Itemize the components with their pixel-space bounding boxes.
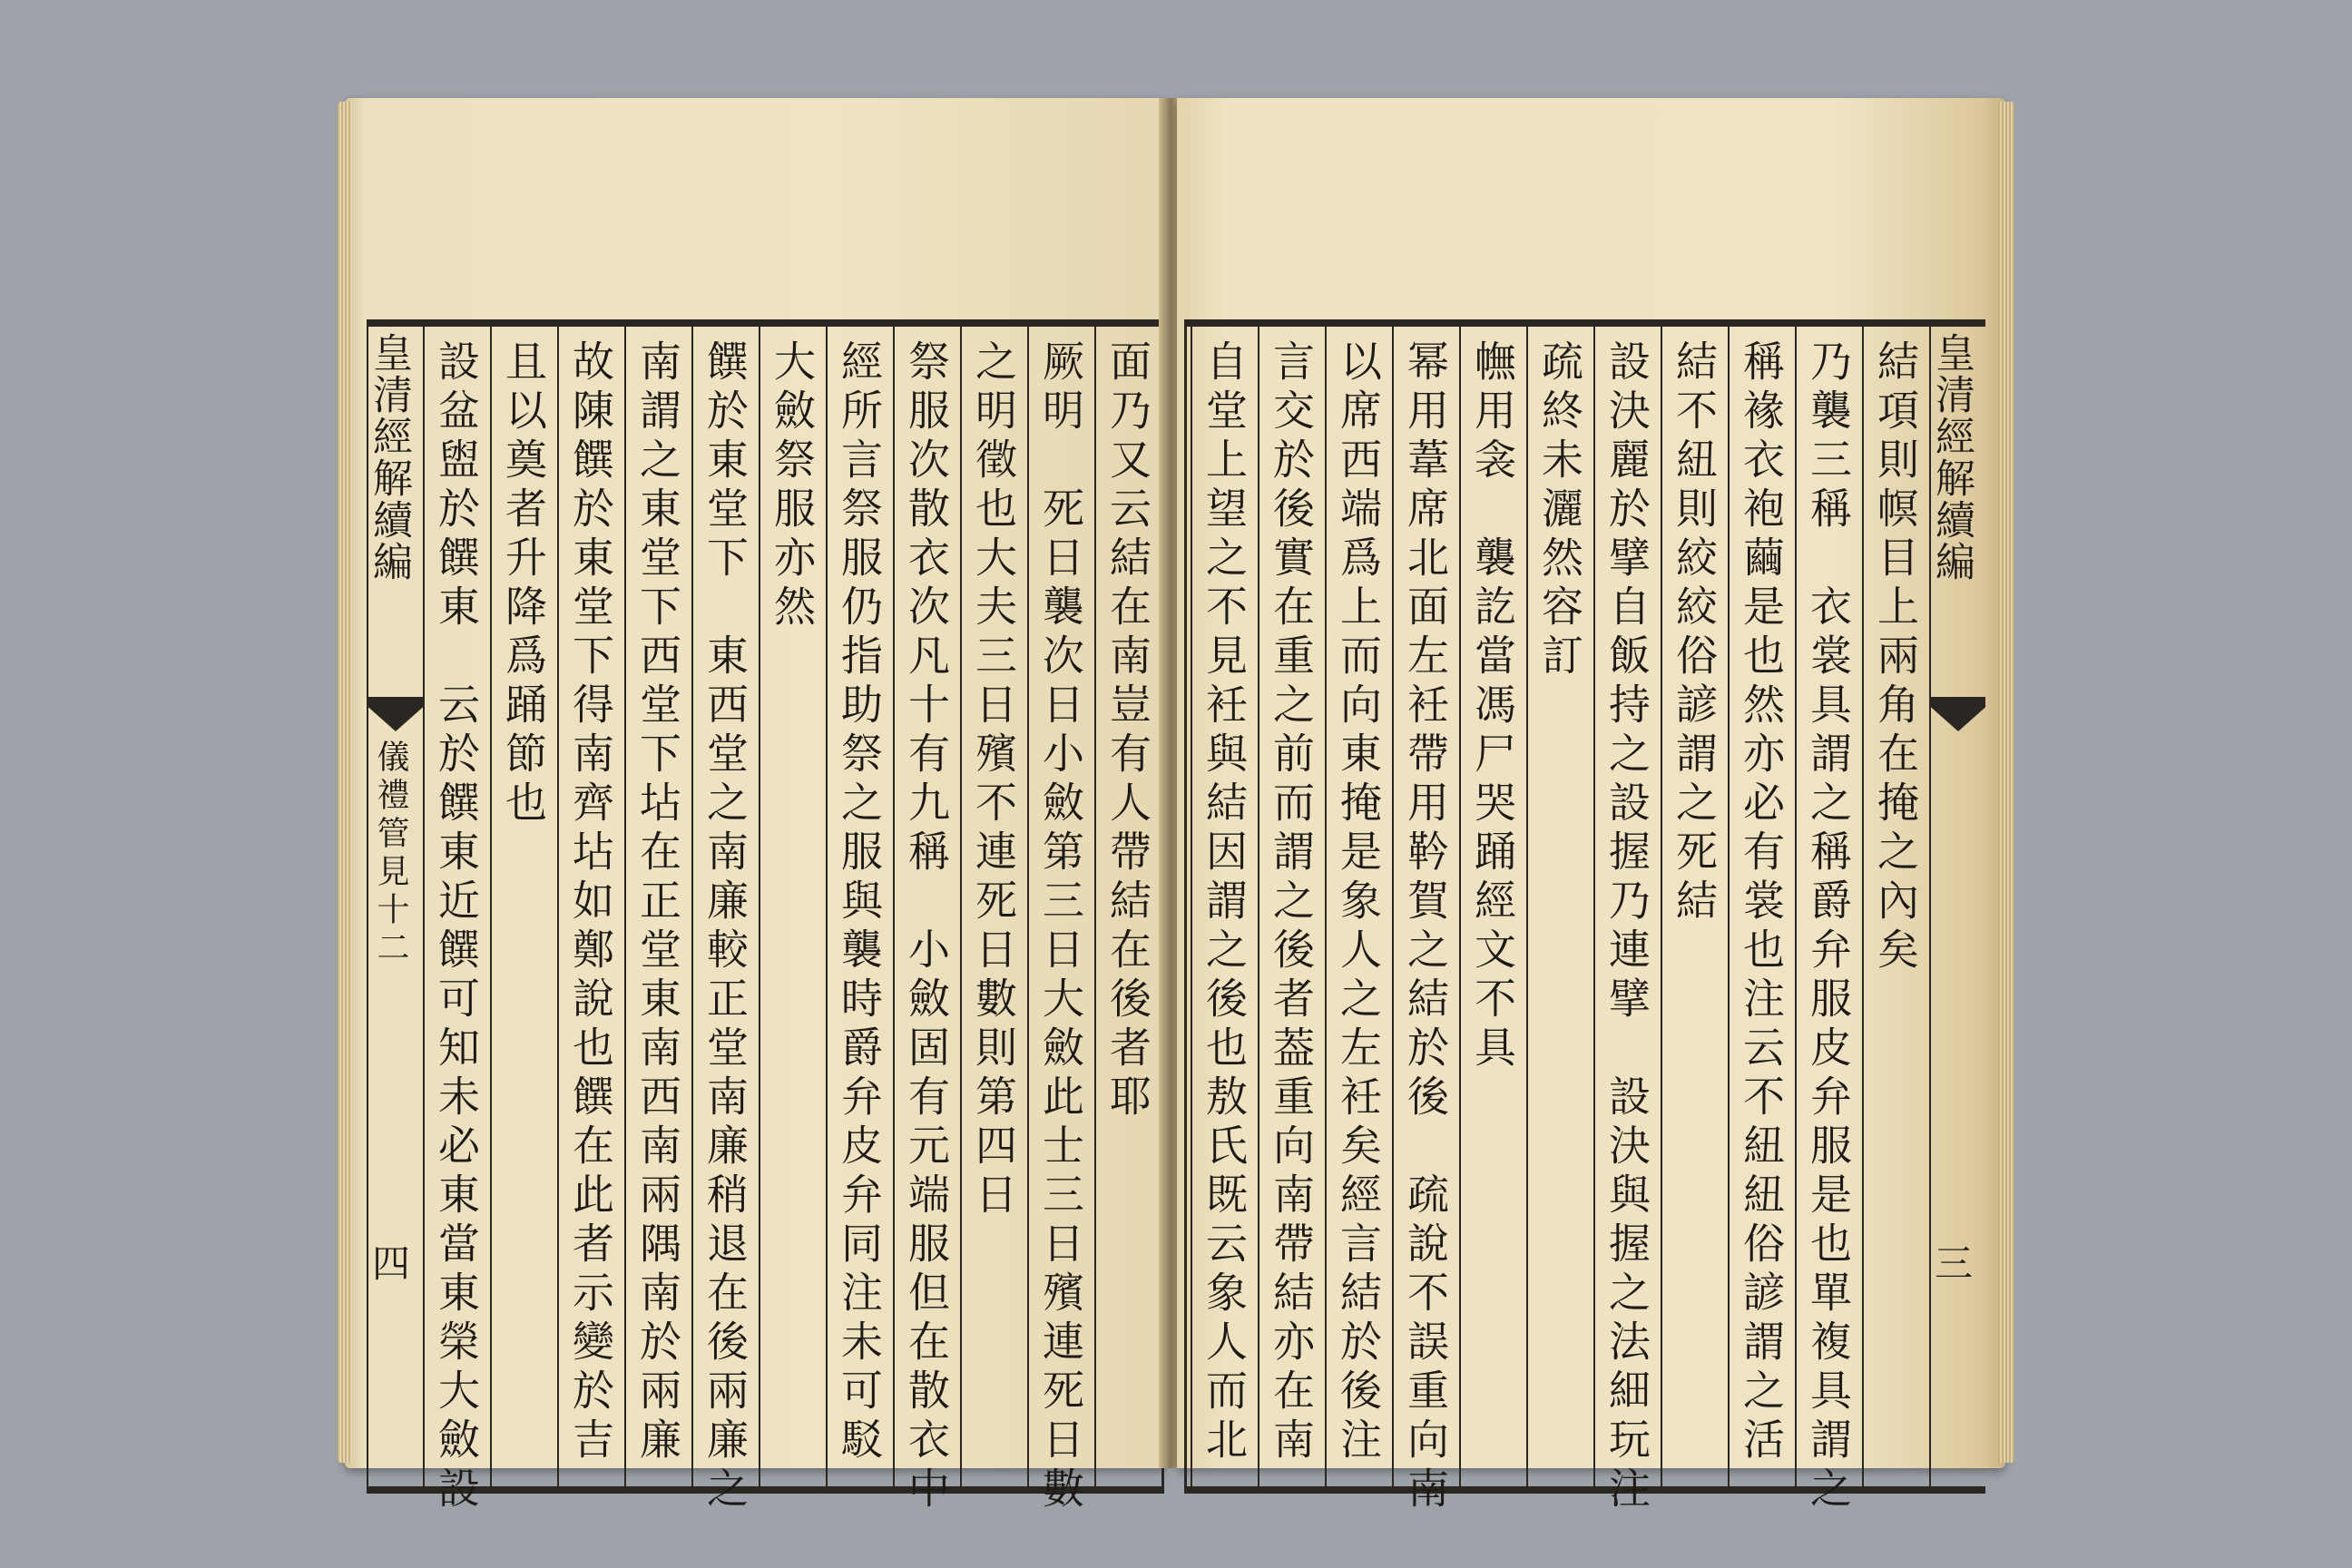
text-column: 結項則幎目上兩角在掩之內矣	[1871, 339, 1920, 976]
column-rule	[1593, 327, 1595, 1486]
text-column: 大斂祭服亦然	[768, 339, 817, 633]
text-column: 設決麗於擘自飯持之設握乃連擘 設決與握之法細玩注	[1602, 339, 1651, 1515]
column-rule	[759, 327, 760, 1486]
fishtail-mark	[1931, 697, 1985, 731]
column-rule	[1661, 327, 1662, 1486]
open-book	[345, 98, 2005, 1515]
column-rule	[1325, 327, 1327, 1486]
left-page	[345, 98, 1166, 1515]
fishtail-mark	[368, 697, 423, 731]
left-banxin-title: 皇清經解續編	[366, 332, 412, 583]
text-column: 稱褖衣袍繭是也然亦必有裳也注云不紐紐俗諺謂之活	[1737, 339, 1786, 1466]
text-column: 經所言祭服仍指助祭之服與襲時爵弁皮弁同注未可駁	[835, 339, 884, 1466]
column-rule	[1191, 327, 1192, 1486]
right-fore-edge	[1998, 102, 2014, 1463]
text-column: 設盆盥於饌東 云於饌東近饌可知未必東當東榮大斂設	[432, 339, 481, 1515]
left-banxin	[367, 327, 423, 1486]
text-column: 之明徵也大夫三日殯不連死日數則第四日	[969, 339, 1018, 1221]
column-rule	[1094, 327, 1096, 1486]
text-column: 幠用衾 襲訖當馮尸哭踊經文不具	[1468, 339, 1517, 1074]
column-rule	[1027, 327, 1029, 1486]
right-page-number: 三	[1929, 1243, 1974, 1281]
text-column: 饌於東堂下 東西堂之南廉較正堂南廉稍退在後兩廉之	[701, 339, 750, 1515]
column-rule	[893, 327, 895, 1486]
left-page-number: 四	[367, 1243, 411, 1281]
text-column: 言交於後實在重之前而謂之後者葢重向南帶結亦在南	[1267, 339, 1316, 1466]
column-rule	[1728, 327, 1730, 1486]
text-column: 以席西端爲上而向東掩是象人之左衽矣經言結於後注	[1334, 339, 1383, 1466]
text-column: 南謂之東堂下西堂下坫在正堂東南西南兩隅南於兩廉	[633, 339, 682, 1466]
column-rule	[1459, 327, 1461, 1486]
column-rule	[423, 327, 425, 1486]
column-rule	[960, 327, 962, 1486]
column-rule	[826, 327, 828, 1486]
right-banxin-title: 皇清經解續編	[1928, 332, 1975, 583]
left-fore-edge	[338, 102, 352, 1463]
left-banxin-subtitle: 儀禮管見十二	[372, 740, 409, 968]
column-rule	[557, 327, 559, 1486]
text-column: 自堂上望之不見衽與結因謂之後也敖氏既云象人而北	[1200, 339, 1249, 1466]
column-rule	[1795, 327, 1797, 1486]
right-print-frame	[1184, 319, 1985, 1515]
column-rule	[691, 327, 693, 1486]
text-column: 幂用葦席北面左衽帶用靲賀之結於後 疏說不誤重向南	[1401, 339, 1450, 1515]
text-column: 乃襲三稱 衣裳具謂之稱爵弁服皮弁服是也單複具謂之	[1804, 339, 1853, 1515]
text-column: 且以奠者升降爲踊節也	[499, 339, 548, 829]
left-print-frame	[366, 319, 1164, 1515]
text-column: 故陳饌於東堂下得南齊坫如鄭說也饌在此者示變於吉	[566, 339, 615, 1466]
text-column: 祭服次散衣次凡十有九稱 小斂固有元端服但在散衣中	[902, 339, 951, 1515]
column-rule	[1258, 327, 1259, 1486]
text-column: 疏終未灑然容訂	[1535, 339, 1584, 682]
column-rule	[1862, 327, 1864, 1486]
column-rule	[1392, 327, 1394, 1486]
column-rule	[490, 327, 492, 1486]
right-banxin	[1929, 327, 1985, 1486]
right-page	[1177, 98, 2005, 1515]
column-rule	[624, 327, 626, 1486]
text-column: 厥明 死日襲次日小斂第三日大斂此士三日殯連死日數	[1036, 339, 1085, 1515]
text-column: 結不紐則絞絞俗諺謂之死結	[1670, 339, 1719, 927]
text-column: 面乃又云結在南豈有人帶結在後者耶	[1103, 339, 1152, 1123]
column-rule	[1526, 327, 1528, 1486]
